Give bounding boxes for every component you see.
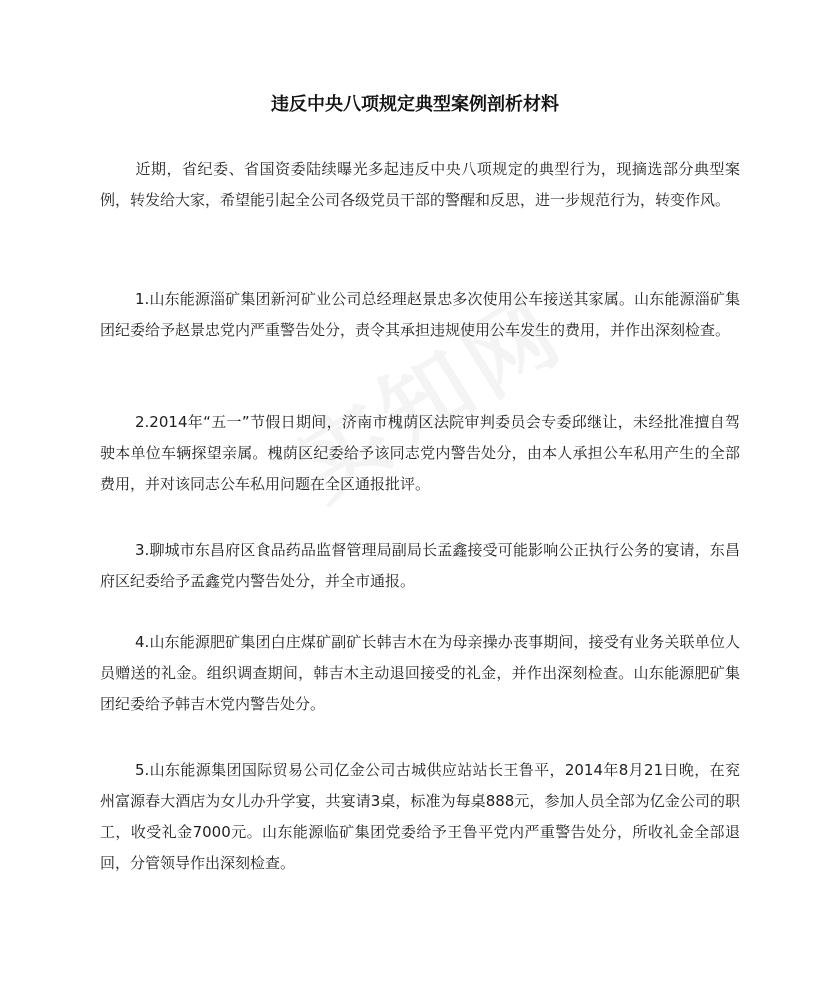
case-paragraph-4 (100, 627, 740, 720)
case-text: 1.山东能源淄矿集团新河矿业公司总经理赵景忠多次使用公车接送其家属。山东能源淄矿集团纪委给予赵景忠党内严重警告处分，责令其承担违规使用公车发生的费用，并作出深刻检查。 (100, 290, 740, 339)
document-title: 违反中央八项规定典型案例剖析材料 (271, 94, 559, 115)
case-text: 4.山东能源肥矿集团白庄煤矿副矿长韩吉木在为母亲操办丧事期间，接受有业务关联单位人员赠送的礼金。组织调查期间，韩吉木主动退回接受的礼金，并作出深刻检查。山东能源肥矿集团纪委给予韩吉木党内警告处分。 (100, 633, 740, 713)
case-text: 2.2014年“五一”节假日期间，济南市槐荫区法院审判委员会专委邱继让，未经批准擅自驾驶本单位车辆探望亲属。槐荫区纪委给予该同志党内警告处分，由本人承担公车私用产生的全部费用，并对该同志公车私用问题在全区通报批评。 (100, 413, 740, 493)
intro-paragraph (100, 154, 740, 216)
case-text: 5.山东能源集团国际贸易公司亿金公司古城供应站站长王鲁平，2014年8月21日晚，在兖州富源春大酒店为女儿办升学宴，共宴请3桌，标准为每桌888元，参加人员全部为亿金公司的职工，收受礼金7000元。山东能源临矿集团党委给予王鲁平党内严重警告处分，所收礼金全部退回，分管领导作出深刻检查。 (100, 761, 740, 872)
intro-text: 近期，省纪委、省国资委陆续曝光多起违反中央八项规定的典型行为，现摘选部分典型案例，转发给大家，希望能引起全公司各级党员干部的警醒和反思，进一步规范行为，转变作风。 (100, 160, 740, 209)
case-paragraph-5 (100, 755, 740, 879)
case-text: 3.聊城市东昌府区食品药品监督管理局副局长孟鑫接受可能影响公正执行公务的宴请，东昌府区纪委给予孟鑫党内警告处分，并全市通报。 (100, 541, 740, 590)
case-paragraph-2 (100, 407, 740, 500)
case-paragraph-3 (100, 535, 740, 597)
case-paragraph-1 (100, 284, 740, 346)
